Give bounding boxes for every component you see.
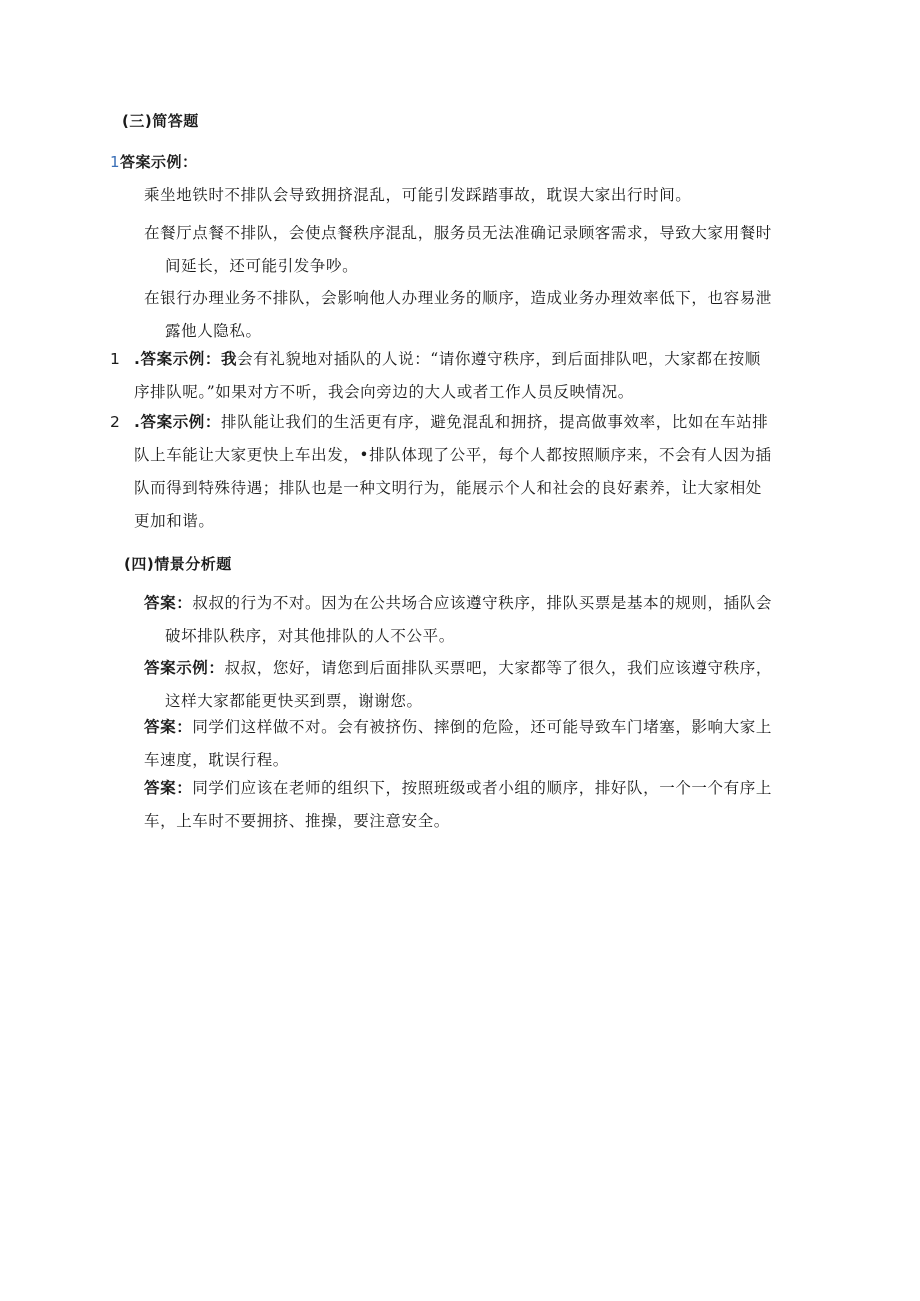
s4-answer-3-label: 答案： (144, 718, 193, 736)
s4-answer-1-line-2: 破坏排队秩序，对其他排队的人不公平。 (165, 627, 455, 645)
q1-label: 答案示例： (120, 153, 198, 171)
q1-item-2-line-2: 间延长，还可能引发争吵。 (165, 257, 359, 275)
q3-answer (110, 406, 772, 538)
q1-item-1 (144, 179, 691, 212)
q1-label-line (110, 151, 198, 172)
s4-answer-3 (144, 711, 772, 777)
q3-label: .答案示例： (134, 413, 221, 431)
s4-answer-2-line-1: 叔叔，您好，请您到后面排队买票吧，大家都等了很久，我们应该遵守秩序， (224, 659, 772, 677)
q3-number: 2 (110, 413, 121, 431)
s4-answer-4 (144, 772, 772, 838)
s4-answer-1 (144, 587, 772, 653)
q1-item-3-line-2: 露他人隐私。 (165, 322, 262, 340)
section-4-title: (四)情景分析题 (124, 555, 232, 573)
s4-answer-2-label: 答案示例： (144, 659, 225, 677)
q2-number: 1 (110, 350, 121, 368)
q3-line-1: 排队能让我们的生活更有序，避免混乱和拥挤，提高做事效率，比如在车站排 (221, 413, 769, 431)
section-3-title: (三)简答题 (122, 112, 199, 130)
q2-lead: 我 (221, 350, 238, 368)
q1-item-3 (144, 282, 772, 348)
s4-answer-4-line-1: 同学们应该在老师的组织下，按照班级或者小组的顺序，排好队，一个一个有序上 (192, 779, 772, 797)
q2-line-1: 会有礼貌地对插队的人说：“请你遵守秩序，到后面排队吧，大家都在按顺 (237, 350, 761, 368)
q2-label: .答案示例： (134, 350, 221, 368)
s4-answer-2 (144, 652, 772, 718)
q1-item-3-line-1: 在银行办理业务不排队，会影响他人办理业务的顺序，造成业务办理效率低下，也容易泄 (144, 289, 772, 307)
q1-item-2 (144, 217, 772, 283)
q1-item-1-text: 乘坐地铁时不排队会导致拥挤混乱，可能引发踩踏事故，耽误大家出行时间。 (144, 186, 692, 204)
s4-answer-1-line-1: 叔叔的行为不对。因为在公共场合应该遵守秩序，排队买票是基本的规则，插队会 (192, 594, 772, 612)
q2-line-2: 序排队呢。”如果对方不听，我会向旁边的大人或者工作人员反映情况。 (134, 383, 634, 401)
s4-answer-3-line-1: 同学们这样做不对。会有被挤伤、摔倒的危险，还可能导致车门堵塞，影响大家上 (192, 718, 772, 736)
s4-answer-4-line-2: 车，上车时不要拥挤、推操，要注意安全。 (144, 812, 450, 830)
s4-answer-2-line-2: 这样大家都能更快买到票，谢谢您。 (165, 692, 423, 710)
s4-answer-1-label: 答案： (144, 594, 193, 612)
q3-line-3: 队而得到特殊待遇；排队也是一种文明行为，能展示个人和社会的良好素养，让大家相处 (134, 479, 762, 497)
s4-answer-3-line-2: 车速度，耽误行程。 (144, 751, 289, 769)
s4-answer-4-label: 答案： (144, 779, 193, 797)
q2-answer (110, 343, 761, 409)
q1-item-2-line-1: 在餐厅点餐不排队，会使点餐秩序混乱，服务员无法准确记录顾客需求，导致大家用餐时 (144, 224, 772, 242)
q3-line-4: 更加和谐。 (134, 512, 215, 530)
q3-line-2: 队上车能让大家更快上车出发，•排队体现了公平，每个人都按照顺序来，不会有人因为插 (134, 446, 772, 464)
q1-number: 1 (110, 153, 121, 171)
